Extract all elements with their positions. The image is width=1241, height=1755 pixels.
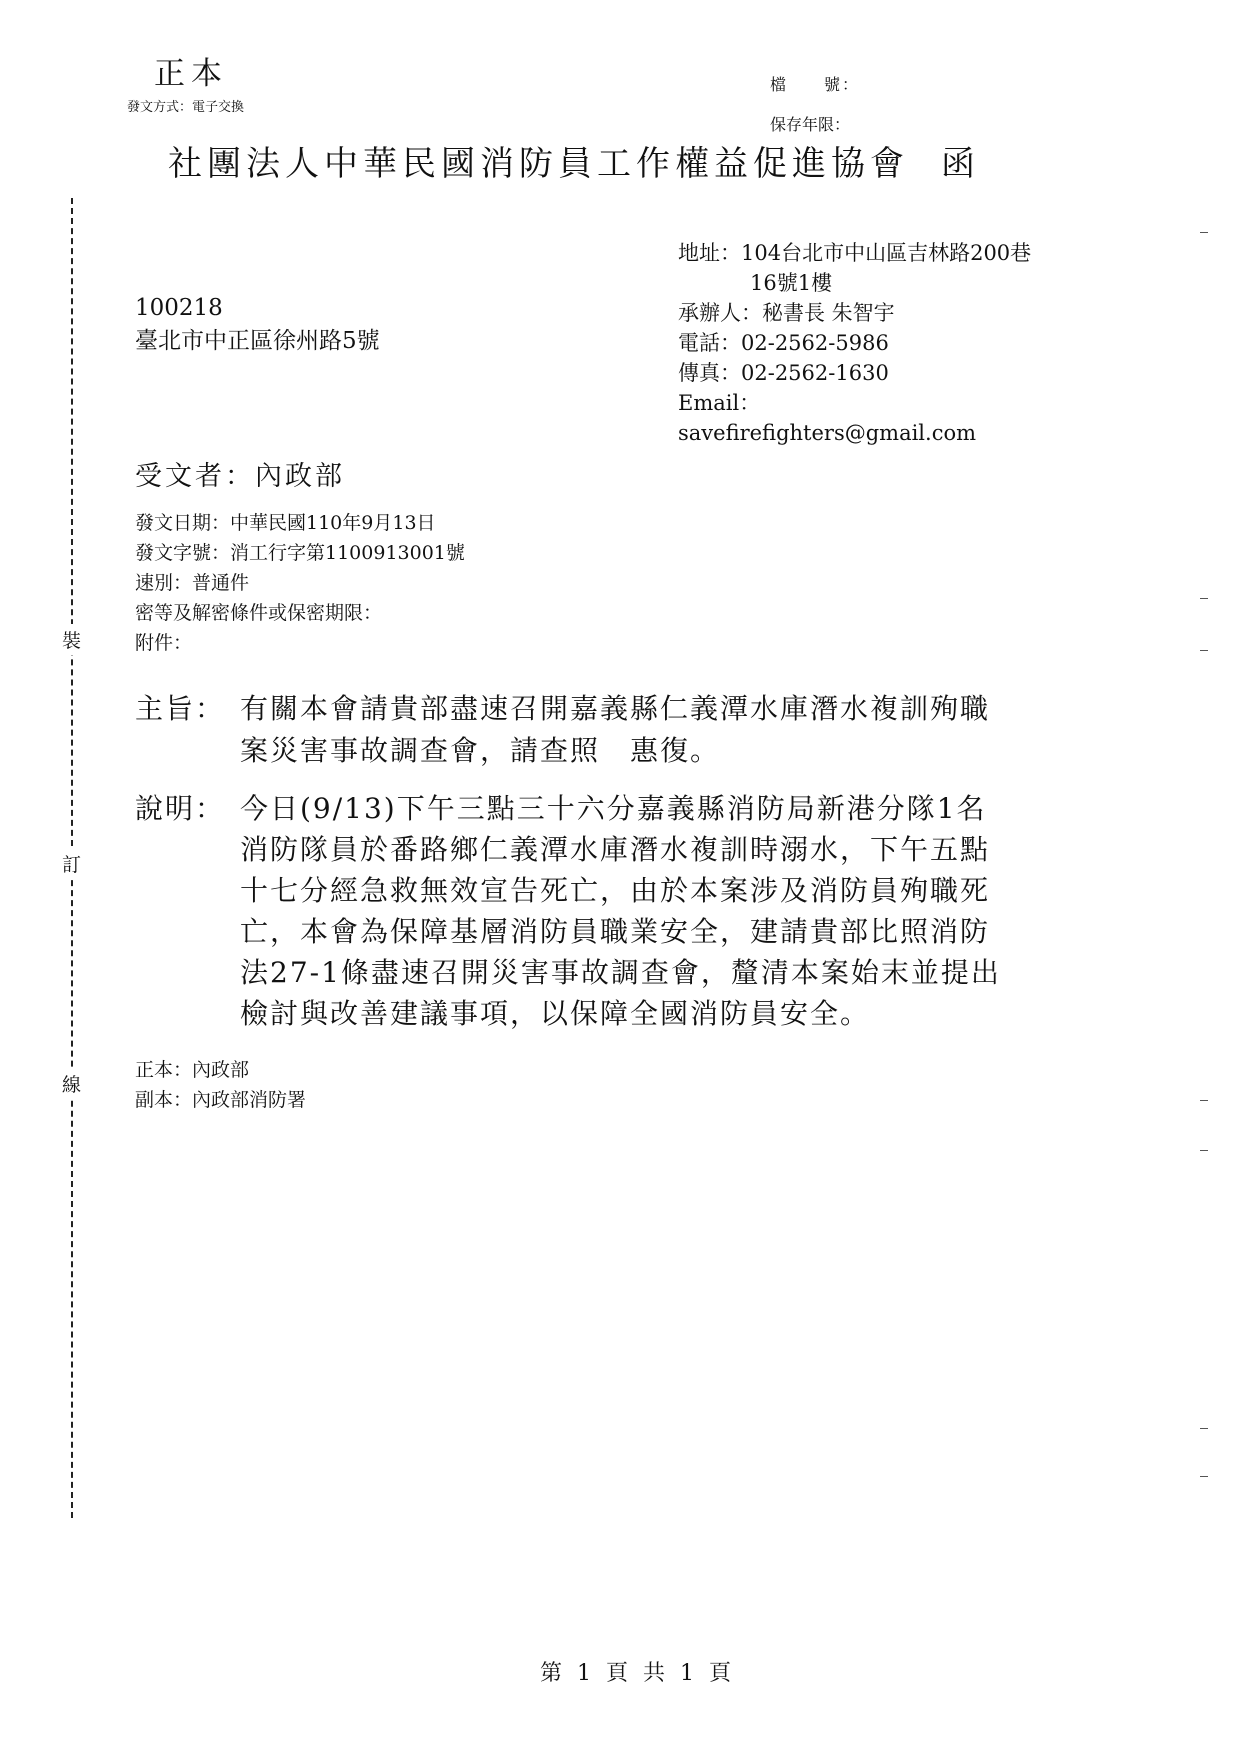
sender-address-line1: 地址：104台北市中山區吉林路200巷 <box>678 241 1032 265</box>
explanation-line: 十七分經急救無效宣告死亡，由於本案涉及消防員殉職死 <box>240 874 991 907</box>
explanation-line: 法27-1條盡速召開災害事故調查會，釐清本案始末並提出 <box>240 956 1001 989</box>
recipient-zip: 100218 <box>135 295 223 321</box>
recipient-address <box>135 292 380 358</box>
binding-char-zhuang: 裝 <box>62 624 81 655</box>
original-recipient: 正本：內政部 <box>135 1059 250 1081</box>
subject-line: 案災害事故調查會，請查照 惠復。 <box>240 734 721 767</box>
recipient-street: 臺北市中正區徐州路5號 <box>135 328 380 354</box>
sender-phone: 電話：02-2562-5986 <box>678 331 889 355</box>
sender-email-label: Email： <box>678 391 761 415</box>
document-type: 函 <box>941 144 980 184</box>
scan-mark <box>1200 232 1208 233</box>
explanation-line: 檢討與改善建議事項，以保障全國消防員安全。 <box>240 997 871 1030</box>
explanation-label: 說明： <box>135 792 226 825</box>
scan-mark <box>1200 650 1208 651</box>
file-number-label: 檔 號： <box>770 75 861 94</box>
organization-name: 社團法人中華民國消防員工作權益促進協會 <box>168 144 909 184</box>
attachment: 附件： <box>135 632 193 654</box>
explanation-line: 亡，本會為保障基層消防員職業安全，建請貴部比照消防 <box>240 915 991 948</box>
page-number: 第 1 頁 共 1 頁 <box>540 1661 735 1686</box>
sender-email: savefirefighters@gmail.com <box>678 421 977 445</box>
explanation-line: 今日(9/13)下午三點三十六分嘉義縣消防局新港分隊1名 <box>240 792 987 825</box>
binding-char-ding: 訂 <box>62 848 81 879</box>
urgency: 速別：普通件 <box>135 572 250 594</box>
subject-line: 有關本會請貴部盡速召開嘉義縣仁義潭水庫潛水複訓殉職 <box>240 692 991 725</box>
scan-mark <box>1200 1150 1208 1151</box>
sender-info <box>678 238 1031 448</box>
document-title <box>168 136 980 185</box>
scan-mark <box>1200 1428 1208 1429</box>
secrecy-level: 密等及解密條件或保密期限： <box>135 602 383 624</box>
sender-fax: 傳真：02-2562-1630 <box>678 361 889 385</box>
document-number: 發文字號：消工行字第1100913001號 <box>135 542 465 564</box>
sender-contact: 承辦人：秘書長 朱智宇 <box>678 301 895 325</box>
issue-date: 發文日期：中華民國110年9月13日 <box>135 512 436 534</box>
explanation-line: 消防隊員於番路鄉仁義潭水庫潛水複訓時溺水，下午五點 <box>240 833 991 866</box>
send-method: 發文方式：電子交換 <box>127 100 245 115</box>
scan-mark <box>1200 598 1208 599</box>
recipient: 受文者：內政部 <box>135 461 345 492</box>
copy-type-label: 正本 <box>154 56 228 92</box>
scan-mark <box>1200 1476 1208 1477</box>
sender-address-line2: 16號1樓 <box>750 271 833 295</box>
binding-char-xian: 線 <box>62 1068 81 1099</box>
subject-label: 主旨： <box>135 692 226 725</box>
retention-period-label: 保存年限： <box>770 115 851 134</box>
copy-recipient: 副本：內政部消防署 <box>135 1089 307 1111</box>
scan-mark <box>1200 1100 1208 1101</box>
distribution-list <box>135 1055 306 1115</box>
document-meta <box>135 508 465 658</box>
